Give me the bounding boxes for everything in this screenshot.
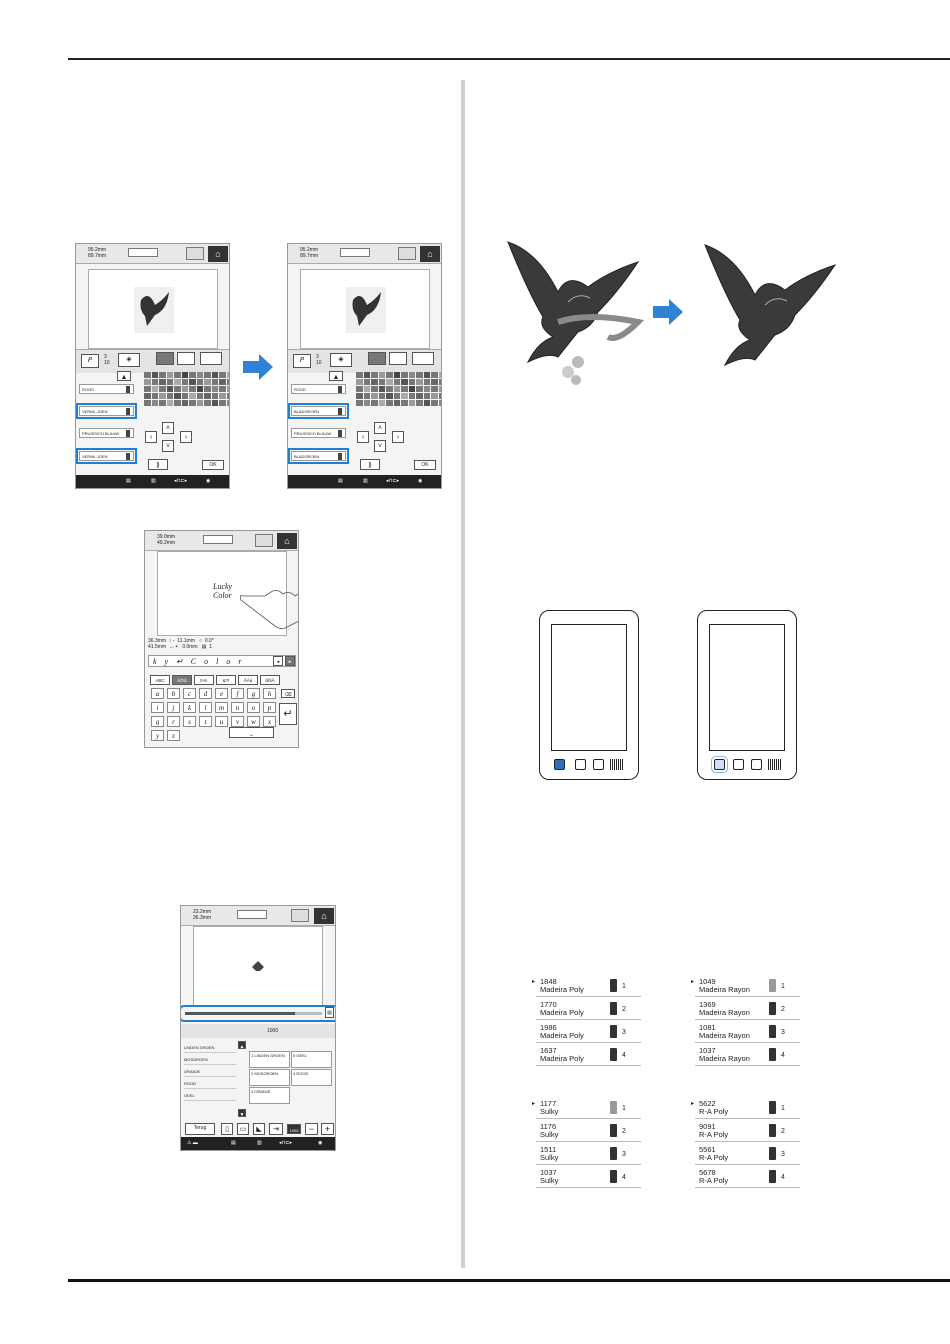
key-u[interactable]: u (215, 716, 228, 727)
arrow-down-button[interactable]: ˅ (162, 440, 174, 452)
stitch-view-screen (180, 905, 336, 1151)
thread-code: 5622 (699, 1099, 716, 1108)
key-f[interactable]: f (231, 688, 244, 699)
thread-code: 1177 (540, 1099, 557, 1108)
thread-list-item (536, 1022, 644, 1045)
panel-screen (551, 624, 627, 751)
key-y[interactable]: y (151, 730, 164, 741)
key-i[interactable]: i (151, 702, 164, 713)
text-edit-screen (144, 530, 299, 748)
preview-text: Lucky Color (213, 582, 233, 600)
spool-icon (769, 1147, 776, 1160)
enter-button[interactable]: ↵ (279, 703, 297, 725)
spool-icon (610, 1170, 617, 1183)
thread-row[interactable]: ROOD (79, 384, 134, 394)
thread-brand: R-A Poly (699, 1176, 729, 1185)
size-readout: 95.2mm 89.7mm (300, 247, 319, 259)
column-divider (461, 80, 465, 1268)
color-name: MOSGROEN (184, 1057, 208, 1062)
spool-icon (769, 1124, 776, 1137)
right-arrow-icon (241, 352, 275, 382)
key-k[interactable]: k (183, 702, 196, 713)
color-fraction: 3 10 (316, 354, 322, 366)
color-list-item[interactable] (184, 1091, 236, 1101)
top-rule (68, 58, 950, 60)
thread-list-item (695, 1167, 803, 1190)
arrow-right-button[interactable]: › (180, 431, 192, 443)
row-divider (695, 1118, 800, 1119)
arrow-right-button[interactable]: › (392, 431, 404, 443)
row-divider (536, 1019, 641, 1020)
thread-brand: Madeira Poly (540, 1031, 584, 1040)
menu-button[interactable] (186, 247, 204, 260)
spool-icon (769, 1170, 776, 1183)
machine-screen-before: 95.2mm 89.7mm ⌂ 𝘗 3 10 ◈ ROOD VERML.JOEN PRUISSICH BLAUW VERML.JOEN ▲ ‹ ˄ ˅ › ⟫ OK ▤ ▥ ◂⊓⊏▸ ◉ (75, 243, 230, 489)
scroll-up-button[interactable]: ▲ (117, 371, 131, 381)
thread-brand: Sulky (540, 1130, 559, 1139)
text-input[interactable]: k y ↵ C o l o r (148, 655, 296, 667)
view-button-1[interactable] (368, 352, 386, 365)
spool-icon (610, 1101, 617, 1114)
needle-number: 1 (781, 983, 785, 990)
tool-button-3[interactable]: ◣ (253, 1123, 265, 1135)
key-q[interactable]: q (151, 716, 164, 727)
minus-button[interactable]: − (305, 1123, 318, 1135)
menu-button[interactable] (291, 909, 309, 922)
thread-code: 1848 (540, 977, 557, 986)
thread-list-item (532, 976, 644, 999)
size-readout: 39.0mm 49.2mm (157, 534, 176, 546)
needle-number: 2 (781, 1128, 785, 1135)
scroll-up-button[interactable]: ▲ (329, 371, 343, 381)
order-button[interactable]: ◈ (118, 353, 140, 367)
thread-code: 1637 (540, 1046, 557, 1055)
keyboard-tab[interactable]: ÄÖÜ (172, 675, 192, 685)
spool-icon (769, 1002, 776, 1015)
color-name: ORANJE (184, 1069, 201, 1074)
tool-button-1[interactable]: ▯ (221, 1123, 233, 1135)
color-name: ROOD (184, 1081, 196, 1086)
thread-row-selected[interactable]: BLADGROEN (291, 406, 346, 416)
needle-number: 4 (781, 1174, 785, 1181)
key-button-active (554, 759, 565, 770)
needle-number: 4 (781, 1052, 785, 1059)
frame-indicator (128, 248, 158, 257)
thread-color-list (691, 976, 803, 1068)
plus-button[interactable]: + (321, 1123, 334, 1135)
key-o[interactable]: o (247, 702, 260, 713)
menu-button[interactable] (398, 247, 416, 260)
key-c[interactable]: c (183, 688, 196, 699)
skip-button[interactable]: ⟫ (360, 459, 380, 470)
key-h[interactable]: h (263, 688, 276, 699)
grid-key-icon (768, 759, 782, 770)
ok-button[interactable]: OK (202, 460, 224, 470)
thread-code: 5561 (699, 1145, 716, 1154)
thread-color-list (532, 1098, 644, 1190)
key-e[interactable]: e (215, 688, 228, 699)
row-divider (536, 1118, 641, 1119)
design-preview (193, 926, 323, 1006)
machine-screen-after: 95.2mm 89.7mm ⌂ 𝘗 3 10 ◈ ROOD BLADGROEN PRUISSICH BLAUW BLADGROEN ▲ ‹ ˄ ˅ › ⟫ OK ▤ ▥ ◂⊓⊏▸ ◉ (287, 243, 442, 489)
needle-number: 1 (781, 1105, 785, 1112)
arrow-left-button[interactable]: ‹ (145, 431, 157, 443)
needle-number: 2 (781, 1006, 785, 1013)
arrow-down-button[interactable]: ˅ (374, 440, 386, 452)
panel-screen (709, 624, 785, 751)
thread-brand: Sulky (540, 1107, 559, 1116)
key-v[interactable]: v (231, 716, 244, 727)
home-button[interactable]: ⌂ (314, 908, 334, 924)
color-palette[interactable] (356, 372, 442, 406)
thread-list-item (695, 1144, 803, 1167)
order-button[interactable]: ◈ (330, 353, 352, 367)
thread-list-item (532, 1098, 644, 1121)
key-j[interactable]: j (167, 702, 180, 713)
status-bar: ⚠ ▬ ▤ ▥ ◂⊓⊏▸ ◉ (181, 1137, 335, 1150)
key-d[interactable]: d (199, 688, 212, 699)
thread-code: 9091 (699, 1122, 716, 1131)
color-fraction: 3 10 (104, 354, 110, 366)
color-list-item[interactable] (184, 1055, 236, 1065)
spool-icon (610, 1048, 617, 1061)
needle-number: 4 (622, 1174, 626, 1181)
row-divider (536, 1065, 641, 1066)
stitch-toolbar: 1000 (181, 1024, 336, 1038)
needle-number: 2 (622, 1128, 626, 1135)
bird-thumbnail-icon (301, 270, 431, 350)
scroll-down-button[interactable]: ▼ (238, 1109, 246, 1117)
thread-code: 1369 (699, 1000, 716, 1009)
machine-panel-diagram-blinking (697, 610, 797, 780)
view-button-3[interactable] (200, 352, 222, 365)
right-arrow-icon (651, 297, 685, 327)
frame-indicator (340, 248, 370, 257)
status-bar: ▤ ▥ ◂⊓⊏▸ ◉ (288, 475, 441, 488)
needle-number: 1 (622, 1105, 626, 1112)
home-button[interactable]: ⌂ (208, 246, 228, 262)
marker-icon: ▸ (532, 979, 536, 985)
thread-brand: R-A Poly (699, 1107, 729, 1116)
thread-row-selected[interactable]: BLADGROEN (291, 451, 346, 461)
thread-code: 1081 (699, 1023, 716, 1032)
thread-brand: Madeira Poly (540, 1008, 584, 1017)
thread-brand: Madeira Rayon (699, 1054, 750, 1063)
key-z[interactable]: z (167, 730, 180, 741)
keyboard-tab[interactable]: ßÑÄ (260, 675, 280, 685)
bird-thumbnail-icon (89, 270, 219, 350)
slider-end-button[interactable]: ▤ (325, 1007, 334, 1018)
thread-code: 1770 (540, 1000, 557, 1009)
needle-number: 3 (622, 1029, 626, 1036)
marker-icon: ▸ (532, 1101, 536, 1107)
view-button-3[interactable] (412, 352, 434, 365)
color-table-cell[interactable]: 4 ROOD (291, 1069, 332, 1086)
thread-list-item (695, 1121, 803, 1144)
key-n[interactable]: n (231, 702, 244, 713)
spool-icon (610, 979, 617, 992)
thread-code: 1511 (540, 1145, 557, 1154)
thread-brand: Madeira Rayon (699, 1008, 750, 1017)
tool-button-2[interactable]: ▭ (237, 1123, 249, 1135)
thread-brand: Madeira Poly (540, 1054, 584, 1063)
color-list-item[interactable] (184, 1043, 236, 1053)
design-thumbnail-icon (194, 927, 324, 1007)
view-button-2[interactable] (177, 352, 195, 365)
bird-with-branch-image (498, 232, 648, 392)
key-l[interactable]: l (199, 702, 212, 713)
space-button[interactable]: ⎵ (229, 727, 274, 738)
color-table-cell[interactable]: 5 GEEL (291, 1051, 332, 1068)
size-readout: 23.2mm 36.3mm (193, 909, 212, 921)
key-m[interactable]: m (215, 702, 228, 713)
key-p[interactable]: p (263, 702, 276, 713)
arrow-left-button[interactable]: ‹ (357, 431, 369, 443)
spool-icon (769, 1025, 776, 1038)
key-a[interactable]: a (151, 688, 164, 699)
row-divider (695, 1019, 800, 1020)
key-button-blinking (714, 759, 725, 770)
thread-brand: Madeira Poly (540, 985, 584, 994)
key-x[interactable]: x (263, 716, 276, 727)
row-divider (695, 1065, 800, 1066)
needle-number: 3 (781, 1151, 785, 1158)
tool-button-4[interactable]: ⇥ (269, 1123, 283, 1135)
spool-icon (769, 1048, 776, 1061)
thread-color-list (532, 976, 644, 1068)
status-bar: ▤ ▥ ◂⊓⊏▸ ◉ (76, 475, 229, 488)
skip-button[interactable]: ⟫ (148, 459, 168, 470)
thread-list-item (536, 1167, 644, 1190)
cursor-left-button[interactable]: ◂ (273, 656, 283, 666)
view-button-2[interactable] (389, 352, 407, 365)
stitch-slider[interactable] (185, 1012, 322, 1015)
delete-button[interactable]: ⌫ (281, 689, 295, 698)
row-divider (536, 996, 641, 997)
thread-list-item (536, 1144, 644, 1167)
marker-icon: ▸ (691, 979, 695, 985)
thread-list-item (536, 1121, 644, 1144)
spool-icon (769, 1101, 776, 1114)
thread-brand: Madeira Rayon (699, 985, 750, 994)
thread-list-item (536, 999, 644, 1022)
key-s[interactable]: s (183, 716, 196, 727)
marker-icon: ▸ (691, 1101, 695, 1107)
color-name: GEEL (184, 1093, 195, 1098)
needle-number: 4 (622, 1052, 626, 1059)
arrow-up-button[interactable]: ˄ (162, 422, 174, 434)
key-button (733, 759, 744, 770)
color-palette[interactable] (144, 372, 230, 406)
frame-indicator (237, 910, 267, 919)
color-list-item[interactable] (184, 1079, 236, 1089)
thread-code: 1037 (540, 1168, 557, 1177)
ok-button[interactable]: OK (414, 460, 436, 470)
spool-icon (610, 1147, 617, 1160)
spool-icon (610, 1002, 617, 1015)
counter-display: 1000 (287, 1124, 301, 1134)
color-table-cell[interactable]: 1 LINDEN GROEN (249, 1051, 290, 1068)
color-name: LINDEN GROEN (184, 1045, 215, 1050)
thread-list-item (536, 1045, 644, 1068)
spool-icon (769, 979, 776, 992)
keyboard-tab[interactable]: &?! (216, 675, 236, 685)
thread-row[interactable]: ROOD (291, 384, 346, 394)
spool-icon (610, 1025, 617, 1038)
bird-only-image (695, 235, 845, 375)
cursor-right-button[interactable]: ▸ (285, 656, 295, 666)
row-divider (536, 1164, 641, 1165)
design-preview (300, 269, 430, 349)
row-divider (536, 1042, 641, 1043)
bottom-rule (68, 1279, 950, 1282)
thread-list-item (695, 1045, 803, 1068)
thread-list-item (691, 976, 803, 999)
thread-row[interactable]: PRUISSICH BLAUW (79, 428, 134, 438)
needle-number: 3 (622, 1151, 626, 1158)
position-info: 36.3mm ↕ - 11.1mm ○ 0.0° 41.5mm ↔ + 0.0mm ▤ 1 (148, 638, 214, 650)
row-divider (695, 1164, 800, 1165)
key-r[interactable]: r (167, 716, 180, 727)
thread-brand: Sulky (540, 1176, 559, 1185)
keyboard-tab[interactable]: ÅÀá (238, 675, 258, 685)
color-table-cell[interactable]: 3 ORANJE (249, 1087, 290, 1104)
row-divider (536, 1187, 641, 1188)
keyboard-tab[interactable]: 0-9. (194, 675, 214, 685)
thread-brand: Madeira Rayon (699, 1031, 750, 1040)
back-button[interactable]: Terug (185, 1123, 215, 1135)
thread-code: 1049 (699, 977, 716, 986)
thread-brand: R-A Poly (699, 1153, 729, 1162)
row-divider (695, 1187, 800, 1188)
thread-list-item (695, 1022, 803, 1045)
row-divider (695, 996, 800, 997)
thread-row-selected[interactable]: VERML.JOEN (79, 451, 134, 461)
view-button-1[interactable] (156, 352, 174, 365)
home-button[interactable]: ⌂ (277, 533, 297, 549)
thread-code: 5678 (699, 1168, 716, 1177)
row-divider (695, 1141, 800, 1142)
color-table-cell[interactable]: 2 MOSGROEN (249, 1069, 290, 1086)
grid-key-icon (610, 759, 624, 770)
thread-list-item (695, 999, 803, 1022)
size-readout: 95.2mm 89.7mm (88, 247, 107, 259)
key-w[interactable]: w (247, 716, 260, 727)
thread-brand: Sulky (540, 1153, 559, 1162)
keyboard-tab[interactable]: ABC (150, 675, 170, 685)
spool-icon (610, 1124, 617, 1137)
machine-panel-diagram (539, 610, 639, 780)
home-button[interactable]: ⌂ (420, 246, 440, 262)
thread-list-item (691, 1098, 803, 1121)
arrow-up-button[interactable]: ˄ (374, 422, 386, 434)
row-divider (536, 1141, 641, 1142)
design-preview (88, 269, 218, 349)
needle-number: 3 (781, 1029, 785, 1036)
key-g[interactable]: g (247, 688, 260, 699)
key-b[interactable]: b (167, 688, 180, 699)
pointing-hand-icon (235, 586, 299, 646)
key-button (593, 759, 604, 770)
thread-color-list (691, 1098, 803, 1190)
menu-button[interactable] (255, 534, 273, 547)
key-t[interactable]: t (199, 716, 212, 727)
key-button (751, 759, 762, 770)
thread-row[interactable]: PRUISSICH BLAUW (291, 428, 346, 438)
frame-indicator (203, 535, 233, 544)
key-button (575, 759, 586, 770)
thread-brand: R-A Poly (699, 1130, 729, 1139)
color-list-item[interactable] (184, 1067, 236, 1077)
thread-code: 1986 (540, 1023, 557, 1032)
needle-number: 2 (622, 1006, 626, 1013)
row-divider (695, 1042, 800, 1043)
thread-row-selected[interactable]: VERML.JOEN (79, 406, 134, 416)
needle-number: 1 (622, 983, 626, 990)
thread-code: 1037 (699, 1046, 716, 1055)
thread-code: 1176 (540, 1122, 557, 1131)
scroll-up-button[interactable]: ▲ (238, 1041, 246, 1049)
